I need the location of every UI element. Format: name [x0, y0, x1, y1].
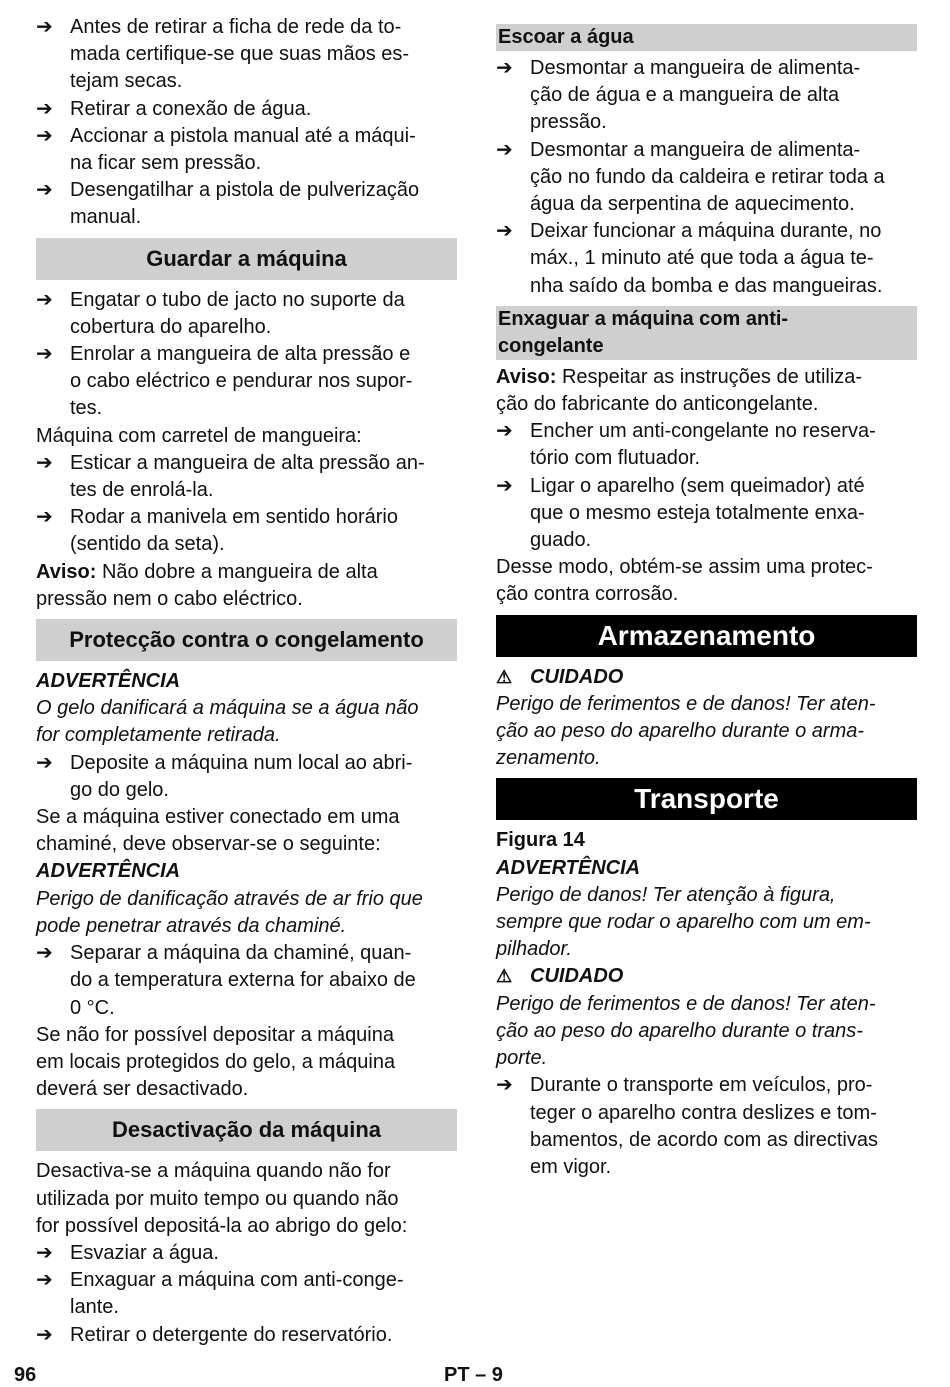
warning-triangle-icon: ⚠ [496, 666, 513, 687]
warning-label: ADVERTÊNCIA [36, 670, 181, 693]
arrow-bullet-icon: ➔ [36, 97, 53, 120]
arrow-bullet-icon: ➔ [36, 1269, 53, 1292]
arrow-bullet-icon: ➔ [36, 343, 53, 366]
arrow-bullet-icon: ➔ [36, 506, 53, 529]
warning-text: Perigo de danos! Ter atenção à figura, sempre que rodar o aparelho com um em- pilhador. [496, 883, 871, 961]
arrow-bullet-icon: ➔ [36, 451, 53, 474]
caution-label: ⚠ CUIDADO [496, 963, 917, 990]
list-item: ➔ Esvaziar a água. [36, 1240, 457, 1267]
left-column [36, 14, 457, 1349]
arrow-bullet-icon: ➔ [496, 138, 513, 161]
section-heading-proteccao: Protecção contra o congelamento [36, 619, 457, 661]
warning-label: ADVERTÊNCIA [36, 860, 181, 883]
arrow-bullet-icon: ➔ [496, 220, 513, 243]
warning-triangle-icon: ⚠ [496, 966, 513, 987]
arrow-bullet-icon: ➔ [496, 57, 513, 79]
right-column [496, 14, 917, 1181]
section-heading-transporte: Transporte [496, 778, 917, 820]
body-text: Se a máquina estiver conectado em uma chaminé, deve observar-se o seguinte: [36, 806, 400, 856]
list-item: ➔ Encher um anti-congelante no reserva- tório com flutuador. [496, 420, 876, 470]
list-item: ➔ Desmontar a mangueira de alimenta- ção no fundo da caldeira e retirar toda a água da serpentina de aquecimento. [496, 138, 885, 216]
list-item: ➔ Deixar funcionar a máquina durante, no máx., 1 minuto até que toda a água te- nha saído da bomba e das mangueiras. [496, 220, 883, 297]
aviso-note: Aviso: Não dobre a mangueira de alta pressão nem o cabo eléctrico. [36, 560, 378, 610]
section-heading-guardar: Guardar a máquina [36, 238, 457, 280]
section-heading-desactivacao: Desactivação da máquina [36, 1109, 457, 1151]
list-item: ➔ Desmontar a mangueira de alimenta- ção de água e a mangueira de alta pressão. [496, 57, 861, 134]
list-item: ➔ Deposite a máquina num local ao abri- go do gelo. [36, 751, 413, 801]
list-item: ➔ Retirar o detergente do reservatório. [36, 1322, 457, 1349]
aviso-label: Aviso: [36, 560, 97, 583]
list-item: ➔ Antes de retirar a ficha de rede da to- mada certifique-se que suas mãos es- tejam secas. [36, 16, 410, 93]
warning-text: O gelo danificará a máquina se a água não for completamente retirada. [36, 697, 419, 747]
subsection-heading-escoar: Escoar a água [496, 24, 917, 51]
arrow-bullet-icon: ➔ [36, 1323, 53, 1346]
list-item: ➔ Desengatilhar a pistola de pulverização manual. [36, 179, 420, 229]
caution-text: Perigo de ferimentos e de danos! Ter aten- ção ao peso do aparelho durante o arma- zenamento. [496, 692, 876, 770]
body-text: Desse modo, obtém-se assim uma protec- ção contra corrosão. [496, 556, 873, 606]
caution-label: ⚠ CUIDADO [496, 664, 917, 691]
arrow-bullet-icon: ➔ [36, 16, 53, 38]
arrow-bullet-icon: ➔ [36, 179, 53, 202]
aviso-label: Aviso: [496, 365, 557, 388]
arrow-bullet-icon: ➔ [36, 124, 53, 147]
list-item: ➔ Engatar o tubo de jacto no suporte da cobertura do aparelho. [36, 288, 405, 338]
warning-text: Perigo de danificação através de ar frio que pode penetrar através da chaminé. [36, 887, 423, 937]
reel-text: Máquina com carretel de mangueira: [36, 424, 362, 447]
section-heading-armazenamento: Armazenamento [496, 615, 917, 657]
arrow-bullet-icon: ➔ [496, 420, 513, 443]
page-number: 96 [14, 1364, 37, 1386]
arrow-bullet-icon: ➔ [36, 288, 53, 311]
arrow-bullet-icon: ➔ [36, 1241, 53, 1264]
list-item: ➔ Separar a máquina da chaminé, quan- do a temperatura externa for abaixo de 0 °C. [36, 942, 416, 1019]
list-item: ➔ Enrolar a mangueira de alta pressão e o cabo eléctrico e pendurar nos supor- tes. [36, 343, 413, 420]
caution-text: Perigo de ferimentos e de danos! Ter aten- ção ao peso do aparelho durante o trans- porte. [496, 992, 876, 1070]
aviso-note: Aviso: Respeitar as instruções de utiliza- ção do fabricante do anticongelante. [496, 365, 863, 416]
page-code: PT – 9 [444, 1364, 503, 1386]
list-item: ➔ Ligar o aparelho (sem queimador) até que o mesmo esteja totalmente enxa- guado. [496, 474, 865, 552]
warning-label: ADVERTÊNCIA [496, 856, 641, 879]
list-item: ➔ Esticar a mangueira de alta pressão an- tes de enrolá-la. [36, 451, 425, 502]
arrow-bullet-icon: ➔ [496, 474, 513, 497]
arrow-bullet-icon: ➔ [496, 1074, 513, 1097]
list-item: ➔ Rodar a manivela em sentido horário (sentido da seta). [36, 506, 398, 556]
figure-label: Figura 14 [496, 829, 585, 852]
subsection-heading-enxaguar: Enxaguar a máquina com anti- congelante [496, 306, 917, 360]
list-item: ➔ Accionar a pistola manual até a máqui- na ficar sem pressão. [36, 124, 416, 175]
body-text: Desactiva-se a máquina quando não for utilizada por muito tempo ou quando não for possível depositá-la ao abrigo do gelo: [36, 1160, 408, 1237]
arrow-bullet-icon: ➔ [36, 751, 53, 774]
list-item: ➔ Durante o transporte em veículos, pro- teger o aparelho contra deslizes e tom- bamentos, de acordo com as directivas em vigor. [496, 1074, 878, 1178]
list-item: ➔ Retirar a conexão de água. [36, 96, 457, 123]
list-item: ➔ Enxaguar a máquina com anti-conge- lante. [36, 1269, 404, 1319]
arrow-bullet-icon: ➔ [36, 942, 53, 965]
body-text: Se não for possível depositar a máquina em locais protegidos do gelo, a máquina deverá ser desactivado. [36, 1023, 396, 1101]
